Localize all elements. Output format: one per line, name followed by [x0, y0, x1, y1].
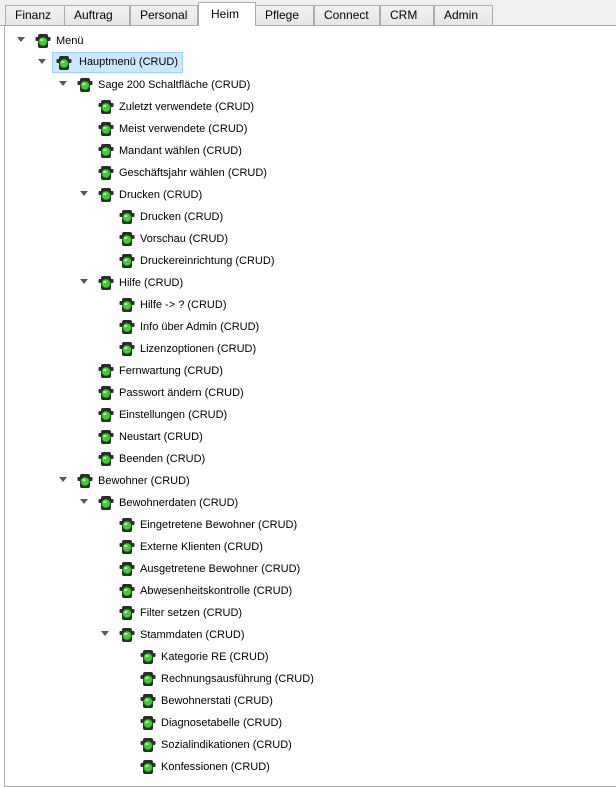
traffic-light-green-icon	[119, 319, 135, 335]
traffic-light-green-icon	[98, 407, 114, 423]
traffic-light-green-icon	[140, 715, 156, 731]
tree-node[interactable]	[5, 646, 616, 668]
traffic-light-green-icon	[98, 121, 114, 137]
expand-arrow-icon[interactable]	[80, 279, 88, 284]
traffic-light-green-icon	[56, 55, 72, 71]
tab-heim[interactable]: Heim	[198, 2, 256, 26]
tree-node-label: Drucken (CRUD)	[140, 211, 224, 223]
tree-node[interactable]	[5, 162, 616, 184]
expand-arrow-icon[interactable]	[59, 477, 67, 482]
expand-arrow-icon[interactable]	[17, 37, 25, 42]
tree-node[interactable]	[5, 294, 616, 316]
tab-connect[interactable]: Connect	[314, 5, 380, 25]
tree-node[interactable]	[5, 74, 616, 96]
tree-node[interactable]	[5, 426, 616, 448]
tree-node-label: Neustart (CRUD)	[119, 431, 203, 443]
tree-node-label: Druckereinrichtung (CRUD)	[140, 255, 275, 267]
tree-node-label: Bewohnerstati (CRUD)	[161, 695, 273, 707]
tree-node[interactable]	[5, 382, 616, 404]
tree-node-label: Passwort ändern (CRUD)	[119, 387, 244, 399]
traffic-light-green-icon	[140, 671, 156, 687]
tree-node-label: Hilfe -> ? (CRUD)	[140, 299, 227, 311]
tree-node[interactable]	[5, 602, 616, 624]
tree-node-label: Mandant wählen (CRUD)	[119, 145, 242, 157]
traffic-light-green-icon	[119, 539, 135, 555]
tree-node[interactable]	[5, 206, 616, 228]
tree-node[interactable]	[5, 448, 616, 470]
tree-node[interactable]	[5, 492, 616, 514]
tree-node[interactable]	[5, 668, 616, 690]
traffic-light-green-icon	[119, 297, 135, 313]
expand-arrow-icon[interactable]	[38, 59, 46, 64]
tree-node-label: Menü	[56, 35, 84, 47]
tree-node-label: Ausgetretene Bewohner (CRUD)	[140, 563, 301, 575]
traffic-light-green-icon	[119, 517, 135, 533]
traffic-light-green-icon	[119, 627, 135, 643]
tree-node-label: Geschäftsjahr wählen (CRUD)	[119, 167, 267, 179]
tree-node[interactable]	[5, 580, 616, 602]
traffic-light-green-icon	[98, 429, 114, 445]
traffic-light-green-icon	[98, 495, 114, 511]
tree-node-label: Beenden (CRUD)	[119, 453, 206, 465]
traffic-light-green-icon	[35, 33, 51, 49]
tree-node[interactable]	[5, 712, 616, 734]
tree-node-label: Meist verwendete (CRUD)	[119, 123, 248, 135]
expand-arrow-icon[interactable]	[80, 191, 88, 196]
tree-node[interactable]	[5, 690, 616, 712]
tree-node-label: Konfessionen (CRUD)	[161, 761, 270, 773]
permissions-panel	[4, 25, 616, 787]
tree-node-label: Abwesenheitskontrolle (CRUD)	[140, 585, 293, 597]
traffic-light-green-icon	[140, 737, 156, 753]
traffic-light-green-icon	[140, 693, 156, 709]
traffic-light-green-icon	[119, 231, 135, 247]
tree-node[interactable]	[5, 558, 616, 580]
traffic-light-green-icon	[98, 187, 114, 203]
traffic-light-green-icon	[119, 561, 135, 577]
tree-node[interactable]	[5, 514, 616, 536]
tree-node-label: Rechnungsausführung (CRUD)	[161, 673, 314, 685]
tree-node[interactable]	[5, 404, 616, 426]
tree-node[interactable]	[5, 118, 616, 140]
traffic-light-green-icon	[77, 473, 93, 489]
tree-node-label: Hilfe (CRUD)	[119, 277, 184, 289]
tree-node[interactable]	[5, 272, 616, 294]
traffic-light-green-icon	[140, 759, 156, 775]
traffic-light-green-icon	[98, 99, 114, 115]
tree-node-label: Hauptmenü (CRUD)	[52, 52, 183, 73]
expand-arrow-icon[interactable]	[101, 631, 109, 636]
traffic-light-green-icon	[119, 253, 135, 269]
tree-node[interactable]	[5, 734, 616, 756]
tab-pflege[interactable]: Pflege	[255, 5, 314, 25]
tree-node-label: Lizenzoptionen (CRUD)	[140, 343, 257, 355]
traffic-light-green-icon	[140, 649, 156, 665]
expand-arrow-icon[interactable]	[80, 499, 88, 504]
tree-node[interactable]	[5, 96, 616, 118]
tree-node[interactable]	[5, 536, 616, 558]
traffic-light-green-icon	[119, 583, 135, 599]
tree-node[interactable]	[5, 184, 616, 206]
tree-node-label: Kategorie RE (CRUD)	[161, 651, 269, 663]
module-tab-bar	[0, 0, 616, 26]
tab-crm[interactable]: CRM	[380, 5, 434, 25]
tree-node-label: Fernwartung (CRUD)	[119, 365, 223, 377]
tree-node-label: Diagnosetabelle (CRUD)	[161, 717, 283, 729]
tree-node[interactable]	[5, 360, 616, 382]
tree-node[interactable]	[5, 624, 616, 646]
tree-node-label: Zuletzt verwendete (CRUD)	[119, 101, 255, 113]
tree-node[interactable]	[5, 140, 616, 162]
tree-node[interactable]	[5, 30, 616, 52]
tree-node-label: Filter setzen (CRUD)	[140, 607, 243, 619]
tree-node[interactable]	[5, 470, 616, 492]
tree-node-label: Vorschau (CRUD)	[140, 233, 229, 245]
traffic-light-green-icon	[98, 275, 114, 291]
traffic-light-green-icon	[98, 143, 114, 159]
traffic-light-green-icon	[119, 209, 135, 225]
tree-node-label: Externe Klienten (CRUD)	[140, 541, 263, 553]
tree-node[interactable]	[5, 228, 616, 250]
traffic-light-green-icon	[77, 77, 93, 93]
tab-auftrag[interactable]: Auftrag	[64, 5, 130, 25]
tab-finanz[interactable]: Finanz	[5, 5, 66, 25]
tree-node[interactable]	[5, 52, 616, 74]
tree-node[interactable]	[5, 338, 616, 360]
tab-admin[interactable]: Admin	[434, 5, 493, 25]
expand-arrow-icon[interactable]	[59, 81, 67, 86]
tree-node-label: Einstellungen (CRUD)	[119, 409, 228, 421]
tree-node-label: Sozialindikationen (CRUD)	[161, 739, 292, 751]
tree-node-label: Bewohnerdaten (CRUD)	[119, 497, 239, 509]
traffic-light-green-icon	[98, 165, 114, 181]
traffic-light-green-icon	[98, 363, 114, 379]
tree-node-label: Eingetretene Bewohner (CRUD)	[140, 519, 298, 531]
tree-node-label: Sage 200 Schaltfläche (CRUD)	[98, 79, 251, 91]
tree-node[interactable]	[5, 756, 616, 778]
tab-personal[interactable]: Personal	[130, 5, 198, 25]
permission-tree	[5, 26, 616, 786]
tree-node[interactable]	[5, 250, 616, 272]
tree-node-label: Bewohner (CRUD)	[98, 475, 190, 487]
traffic-light-green-icon	[119, 341, 135, 357]
tree-node[interactable]	[5, 316, 616, 338]
tree-node-label: Info über Admin (CRUD)	[140, 321, 260, 333]
traffic-light-green-icon	[98, 385, 114, 401]
traffic-light-green-icon	[98, 451, 114, 467]
tree-node-label: Stammdaten (CRUD)	[140, 629, 245, 641]
tree-node-label: Drucken (CRUD)	[119, 189, 203, 201]
traffic-light-green-icon	[119, 605, 135, 621]
